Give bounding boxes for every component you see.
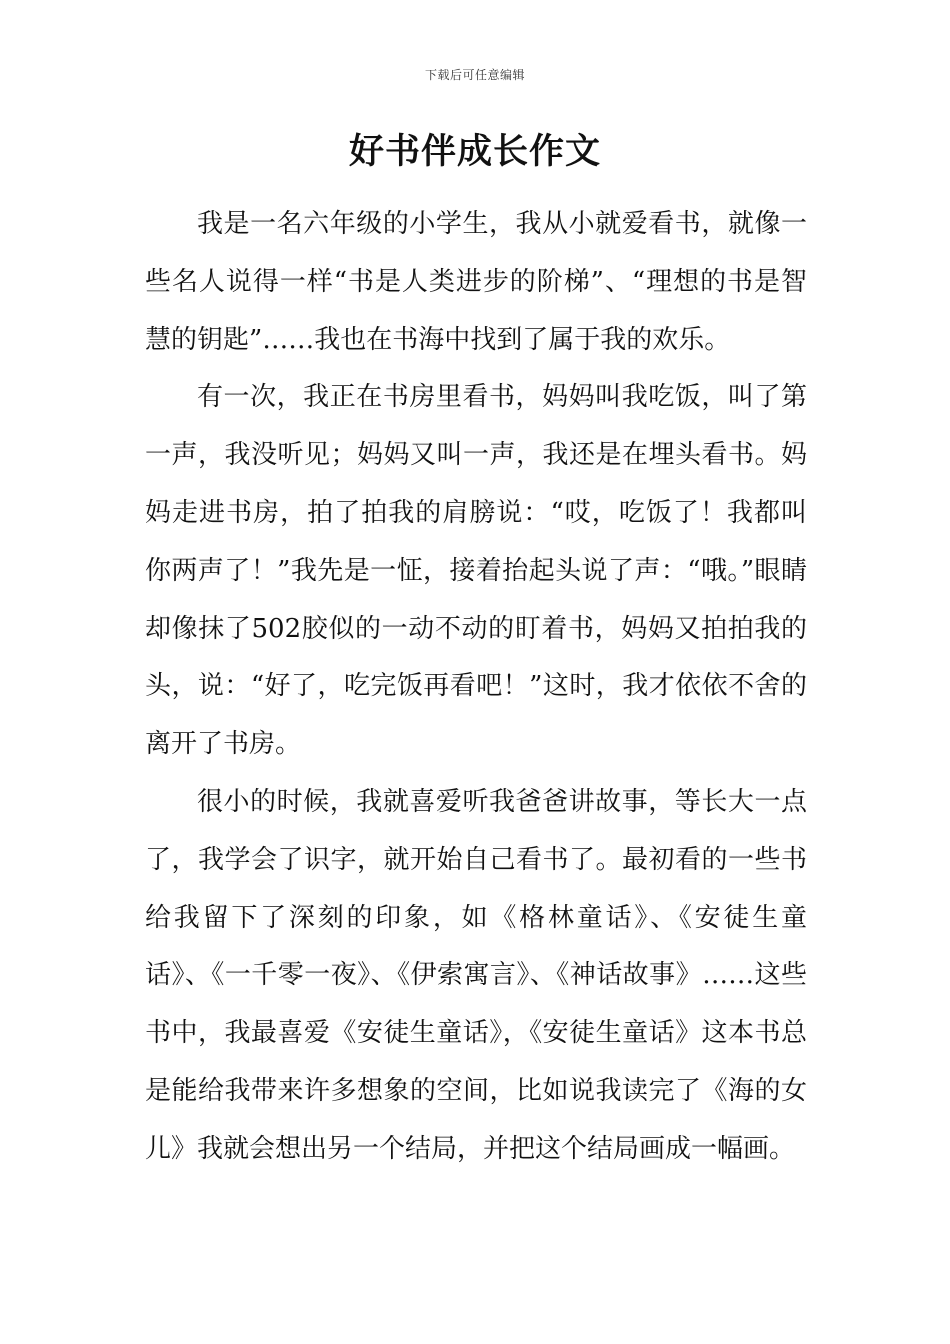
paragraph-1: 我是一名六年级的小学生，我从小就爱看书，就像一些名人说得一样“书是人类进步的阶梯”、“理想的书是智慧的钥匙”……我也在书海中找到了属于我的欢乐。 — [145, 209, 807, 355]
essay-body — [145, 196, 807, 1179]
header-note: 下载后可任意编辑 — [424, 68, 525, 82]
paragraph-3: 很小的时候，我就喜爱听我爸爸讲故事，等长大一点了，我学会了识字，就开始自己看书了。最初看的一些书给我留下了深刻的印象，如《格林童话》、《安徒生童话》、《一千零一夜》、《伊索寓言》、《神话故事》……这些书中，我最喜爱《安徒生童话》，《安徒生童话》这本书总是能给我带来许多想象的空间，比如说我读完了《海的女儿》我就会想出另一个结局，并把这个结局画成一幅画。 — [145, 786, 807, 1164]
paragraph-2: 有一次，我正在书房里看书，妈妈叫我吃饭，叫了第一声，我没听见；妈妈又叫一声，我还是在埋头看书。妈妈走进书房，拍了拍我的肩膀说：“哎，吃饭了！我都叫你两声了！”我先是一怔，接着抬起头说了声：“哦。”眼睛却像抹了502胶似的一动不动的盯着书，妈妈又拍拍我的头，说：“好了，吃完饭再看吧！”这时，我才依依不舍的离开了书房。 — [145, 382, 807, 760]
document-title: 好书伴成长作文 — [348, 132, 601, 172]
